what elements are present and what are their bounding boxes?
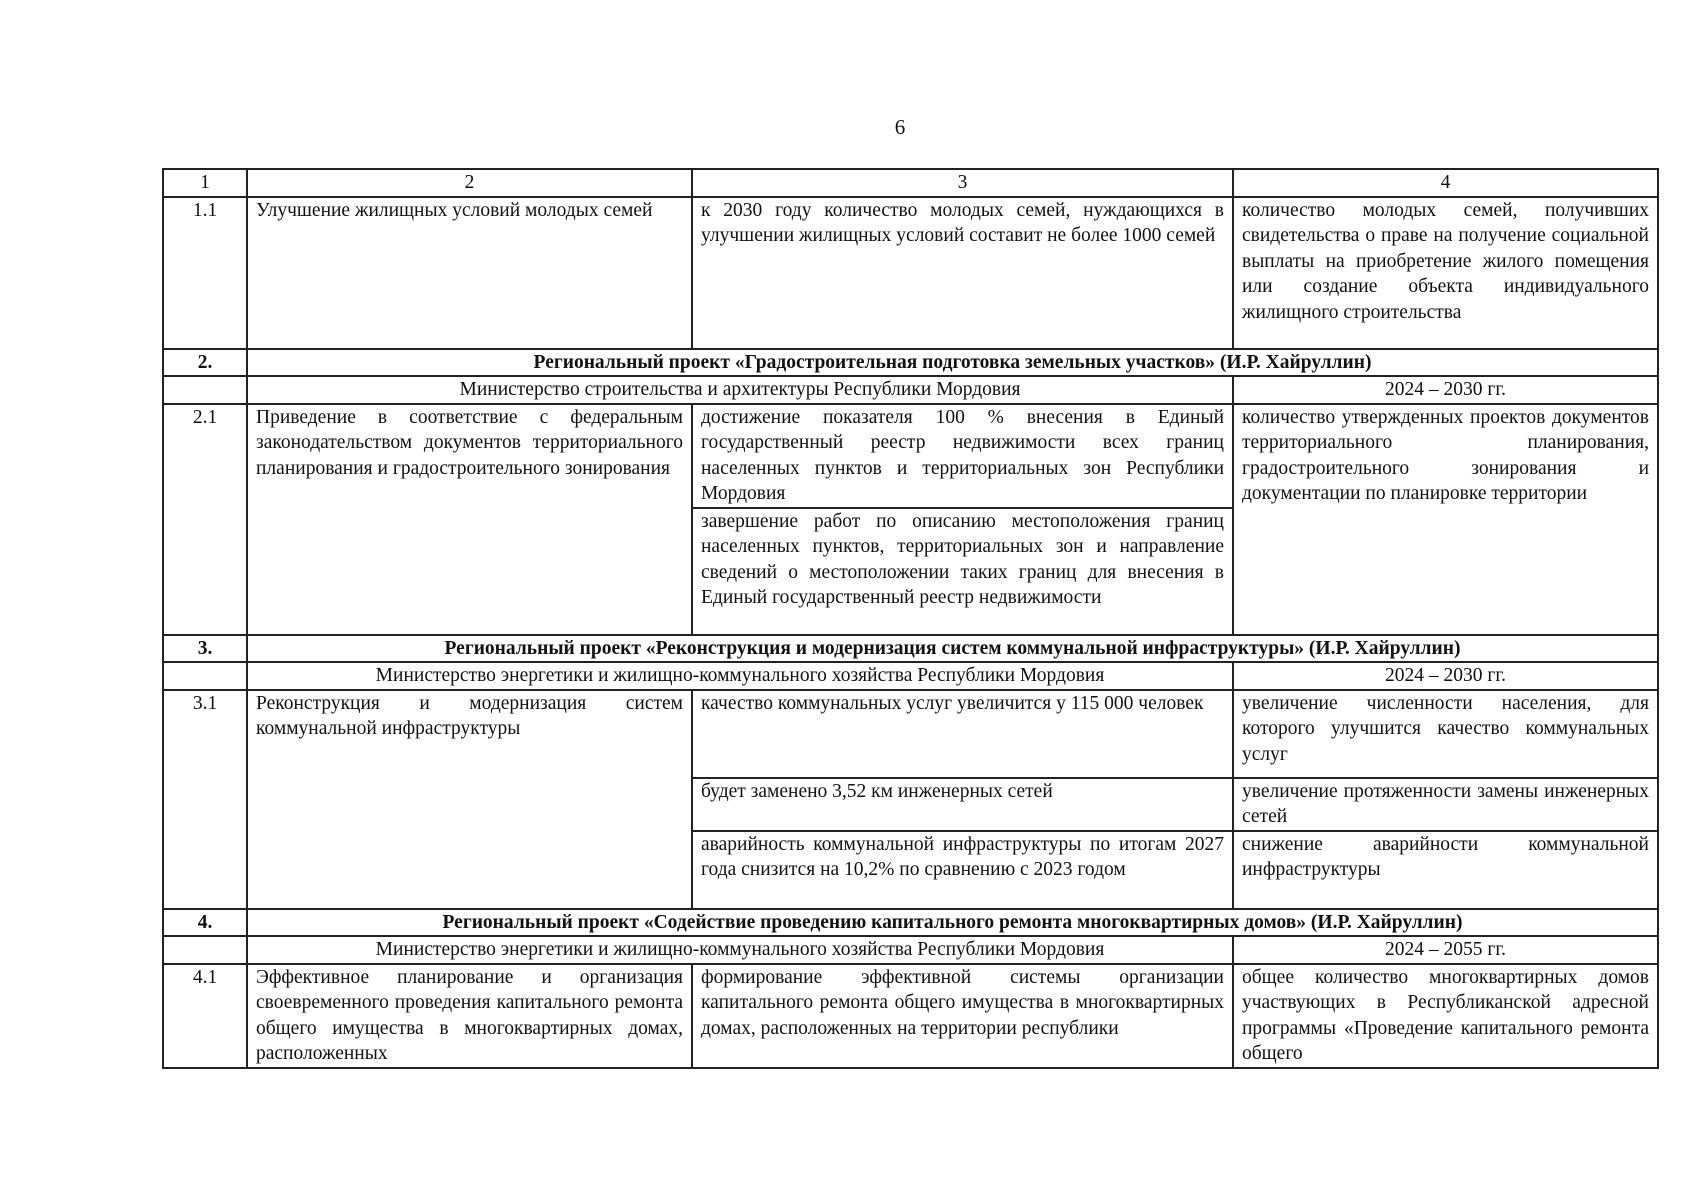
section-number: 2.: [163, 349, 247, 377]
section-number: 4.: [163, 909, 247, 937]
table-row: [163, 964, 1658, 1068]
table-row: [163, 690, 1658, 778]
indicator-cell: увеличение протяженности замены инженерных сетей: [1233, 778, 1658, 831]
section-number: 3.: [163, 635, 247, 663]
section-title-row: [163, 635, 1658, 663]
section-title-row: [163, 909, 1658, 937]
section-ministry-row: [163, 376, 1658, 404]
header-col-2: 2: [247, 169, 692, 197]
ministry-name: Министерство энергетики и жилищно-коммунального хозяйства Республики Мордовия: [247, 662, 1233, 690]
indicator-cell: снижение аварийности коммунальной инфраструктуры: [1233, 831, 1658, 909]
indicator-cell: количество утвержденных проектов документов территориального планирования, градостроительного зонирования и документации по планировке территории: [1233, 404, 1658, 635]
section-ministry-row: [163, 936, 1658, 964]
header-col-4: 4: [1233, 169, 1658, 197]
indicator-cell: общее количество многоквартирных домов участвующих в Республиканской адресной программы «Проведение капитального ремонта общего: [1233, 964, 1658, 1068]
task-cell: Улучшение жилищных условий молодых семей: [247, 197, 692, 349]
result-cell: аварийность коммунальной инфраструктуры по итогам 2027 года снизится на 10,2% по сравнению с 2023 годом: [692, 831, 1233, 909]
row-number: 1.1: [163, 197, 247, 349]
task-cell: Эффективное планирование и организация своевременного проведения капитального ремонта общего имущества в многоквартирных домах, расположенных: [247, 964, 692, 1068]
period: 2024 – 2030 гг.: [1233, 662, 1658, 690]
empty-cell: [163, 936, 247, 964]
result-cell: качество коммунальных услуг увеличится у 115 000 человек: [692, 690, 1233, 778]
period: 2024 – 2055 гг.: [1233, 936, 1658, 964]
task-cell: Приведение в соответствие с федеральным законодательством документов территориального планирования и градостроительного зонирования: [247, 404, 692, 635]
header-row: [163, 169, 1658, 197]
empty-cell: [163, 376, 247, 404]
section-title-row: [163, 349, 1658, 377]
row-number: 3.1: [163, 690, 247, 909]
row-number: 4.1: [163, 964, 247, 1068]
table-row: [163, 404, 1658, 508]
program-table: [162, 168, 1659, 1069]
row-number: 2.1: [163, 404, 247, 635]
result-cell: к 2030 году количество молодых семей, нуждающихся в улучшении жилищных условий составит не более 1000 семей: [692, 197, 1233, 349]
period: 2024 – 2030 гг.: [1233, 376, 1658, 404]
task-cell: Реконструкция и модернизация систем коммунальной инфраструктуры: [247, 690, 692, 909]
result-cell: завершение работ по описанию местоположения границ населенных пунктов, территориальных зон и направление сведений о местоположении таких границ для внесения в Единый государственный реестр недвижимости: [692, 508, 1233, 635]
page-number: 6: [894, 115, 906, 139]
result-cell: формирование эффективной системы организации капитального ремонта общего имущества в многоквартирных домах, расположенных на территории республики: [692, 964, 1233, 1068]
section-ministry-row: [163, 662, 1658, 690]
section-title: Региональный проект «Реконструкция и модернизация систем коммунальной инфраструктуры» (И.Р. Хайруллин): [247, 635, 1658, 663]
section-title: Региональный проект «Градостроительная подготовка земельных участков» (И.Р. Хайруллин): [247, 349, 1658, 377]
ministry-name: Министерство строительства и архитектуры Республики Мордовия: [247, 376, 1233, 404]
section-title: Региональный проект «Содействие проведению капитального ремонта многоквартирных домов» (И.Р. Хайруллин): [247, 909, 1658, 937]
result-cell: достижение показателя 100 % внесения в Единый государственный реестр недвижимости всех границ населенных пунктов и территориальных зон Республики Мордовия: [692, 404, 1233, 508]
empty-cell: [163, 662, 247, 690]
table-row: [163, 197, 1658, 349]
header-col-3: 3: [692, 169, 1233, 197]
header-col-1: 1: [163, 169, 247, 197]
indicator-cell: количество молодых семей, получивших свидетельства о праве на получение социальной выплаты на приобретение жилого помещения или создание объекта индивидуального жилищного строительства: [1233, 197, 1658, 349]
ministry-name: Министерство энергетики и жилищно-коммунального хозяйства Республики Мордовия: [247, 936, 1233, 964]
result-cell: будет заменено 3,52 км инженерных сетей: [692, 778, 1233, 831]
indicator-cell: увеличение численности населения, для которого улучшится качество коммунальных услуг: [1233, 690, 1658, 778]
